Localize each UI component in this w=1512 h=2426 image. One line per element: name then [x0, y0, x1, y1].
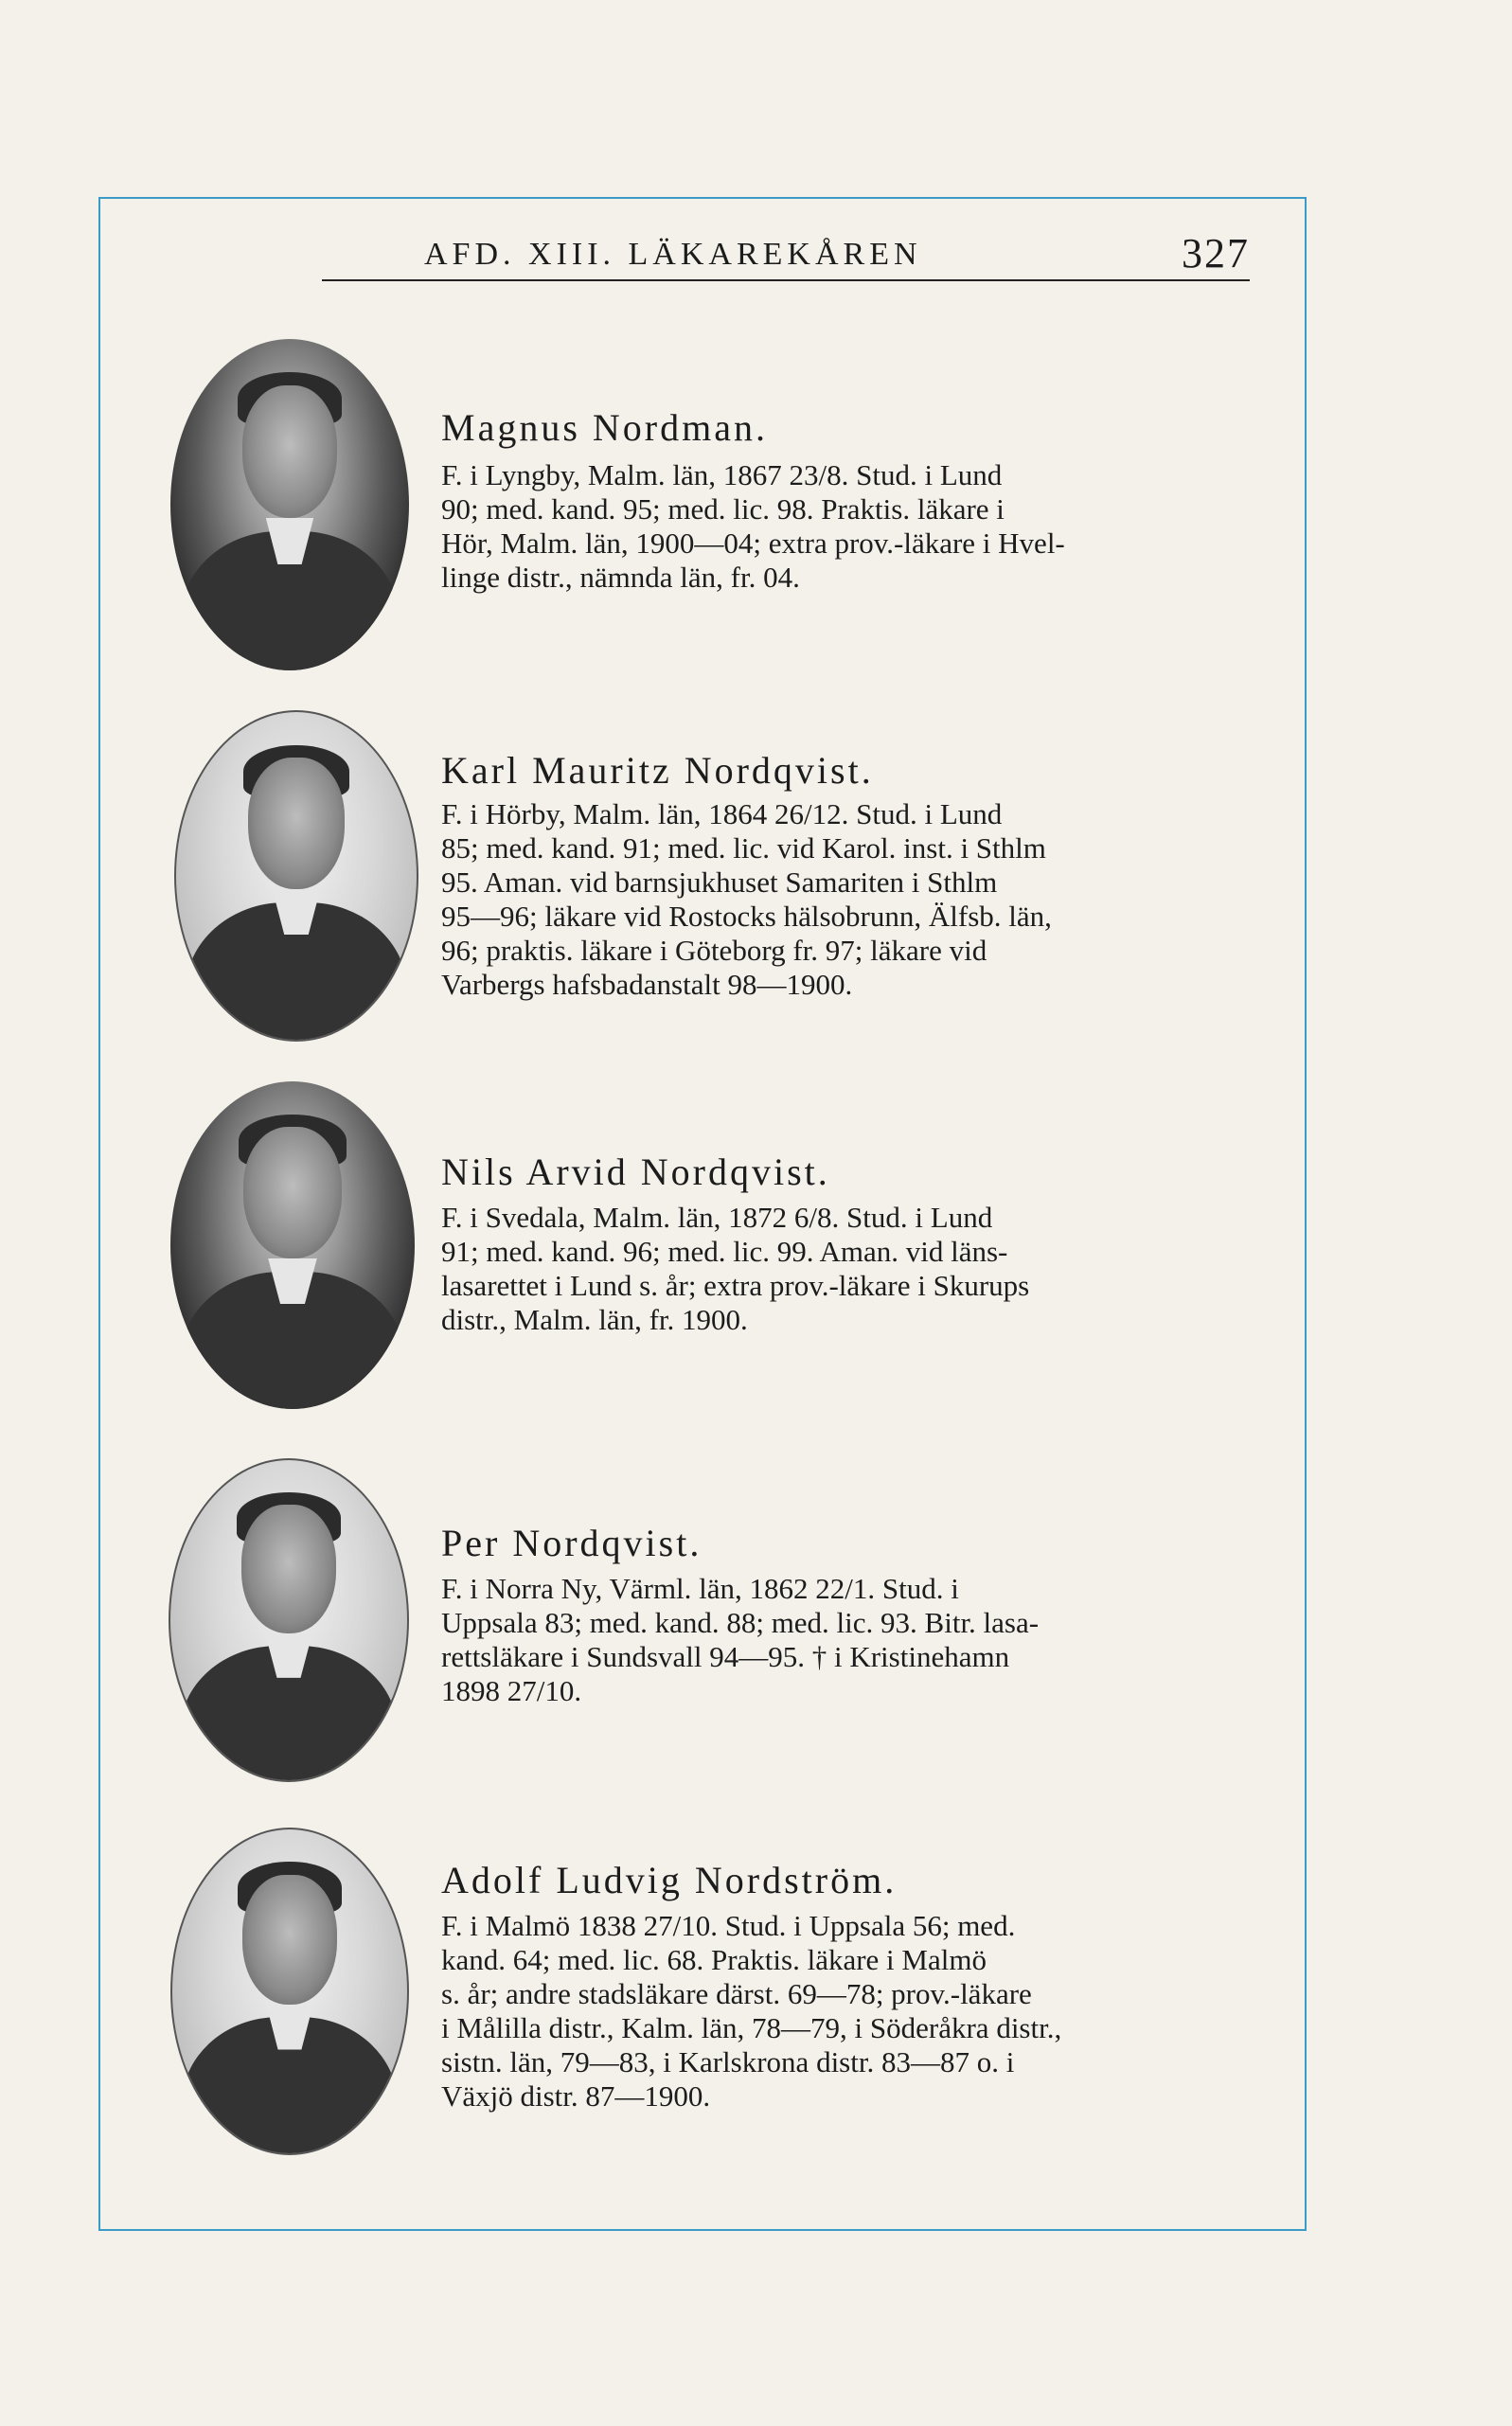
entry-line: i Målilla distr., Kalm. län, 78—79, i Söderåkra distr.,	[441, 2011, 1062, 2044]
entry-line: 85; med. kand. 91; med. lic. vid Karol. inst. i Sthlm	[441, 831, 1046, 865]
entry-line: Uppsala 83; med. kand. 88; med. lic. 93. Bitr. lasa-	[441, 1606, 1040, 1639]
entry-text	[441, 1201, 1248, 1337]
entry-line: Växjö distr. 87—1900.	[441, 2079, 711, 2113]
entry-line: F. i Malmö 1838 27/10. Stud. i Uppsala 56; med.	[441, 1909, 1016, 1942]
entry-line: F. i Lyngby, Malm. län, 1867 23/8. Stud. i Lund	[441, 458, 1003, 491]
page-number: 327	[1182, 230, 1250, 276]
portrait-photo	[170, 1828, 409, 2155]
entry-name: Per Nordqvist.	[441, 1522, 703, 1564]
entry-text	[441, 797, 1248, 1002]
entry-name: Nils Arvid Nordqvist.	[441, 1151, 830, 1193]
header-rule	[322, 279, 1250, 281]
entry-text	[441, 458, 1248, 595]
entry-line: F. i Hörby, Malm. län, 1864 26/12. Stud. i Lund	[441, 797, 1003, 830]
entry-line: kand. 64; med. lic. 68. Praktis. läkare i Malmö	[441, 1943, 987, 1976]
entry-name: Magnus Nordman.	[441, 406, 768, 449]
portrait-photo	[174, 710, 418, 1042]
entry-line: 1898 27/10.	[441, 1674, 582, 1707]
entry-text	[441, 1572, 1248, 1708]
entry-line: 91; med. kand. 96; med. lic. 99. Aman. vid läns-	[441, 1235, 1008, 1268]
portrait-photo	[170, 1081, 415, 1409]
entry-text	[441, 1909, 1248, 2114]
entry-name: Adolf Ludvig Nordström.	[441, 1859, 898, 1901]
entry-line: 95. Aman. vid barnsjukhuset Samariten i Sthlm	[441, 865, 998, 899]
running-header	[322, 223, 1250, 280]
entry-line: s. år; andre stadsläkare därst. 69—78; prov.-läkare	[441, 1977, 1032, 2010]
entry-line: 90; med. kand. 95; med. lic. 98. Praktis. läkare i	[441, 492, 1005, 526]
entry-line: sistn. län, 79—83, i Karlskrona distr. 83—87 o. i	[441, 2045, 1015, 2078]
entry-line: Hör, Malm. län, 1900—04; extra prov.-läkare i Hvel-	[441, 526, 1065, 560]
entry-line: distr., Malm. län, fr. 1900.	[441, 1303, 748, 1336]
entry-line: F. i Svedala, Malm. län, 1872 6/8. Stud. i Lund	[441, 1201, 993, 1234]
portrait-photo	[170, 339, 409, 670]
entry-line: linge distr., nämnda län, fr. 04.	[441, 561, 800, 594]
entry-line: 95—96; läkare vid Rostocks hälsobrunn, Älfsb. län,	[441, 900, 1052, 933]
portrait-photo	[169, 1458, 409, 1782]
section-title: AFD. XIII. LÄKAREKÅREN	[424, 237, 922, 272]
entry-line: 96; praktis. läkare i Göteborg fr. 97; läkare vid	[441, 934, 987, 967]
entry-name: Karl Mauritz Nordqvist.	[441, 749, 874, 792]
entry-line: Varbergs hafsbadanstalt 98—1900.	[441, 968, 853, 1001]
entry-line: F. i Norra Ny, Värml. län, 1862 22/1. Stud. i	[441, 1572, 959, 1605]
entry-line: rettsläkare i Sundsvall 94—95. † i Kristinehamn	[441, 1640, 1010, 1673]
entry-line: lasarettet i Lund s. år; extra prov.-läkare i Skurups	[441, 1269, 1030, 1302]
